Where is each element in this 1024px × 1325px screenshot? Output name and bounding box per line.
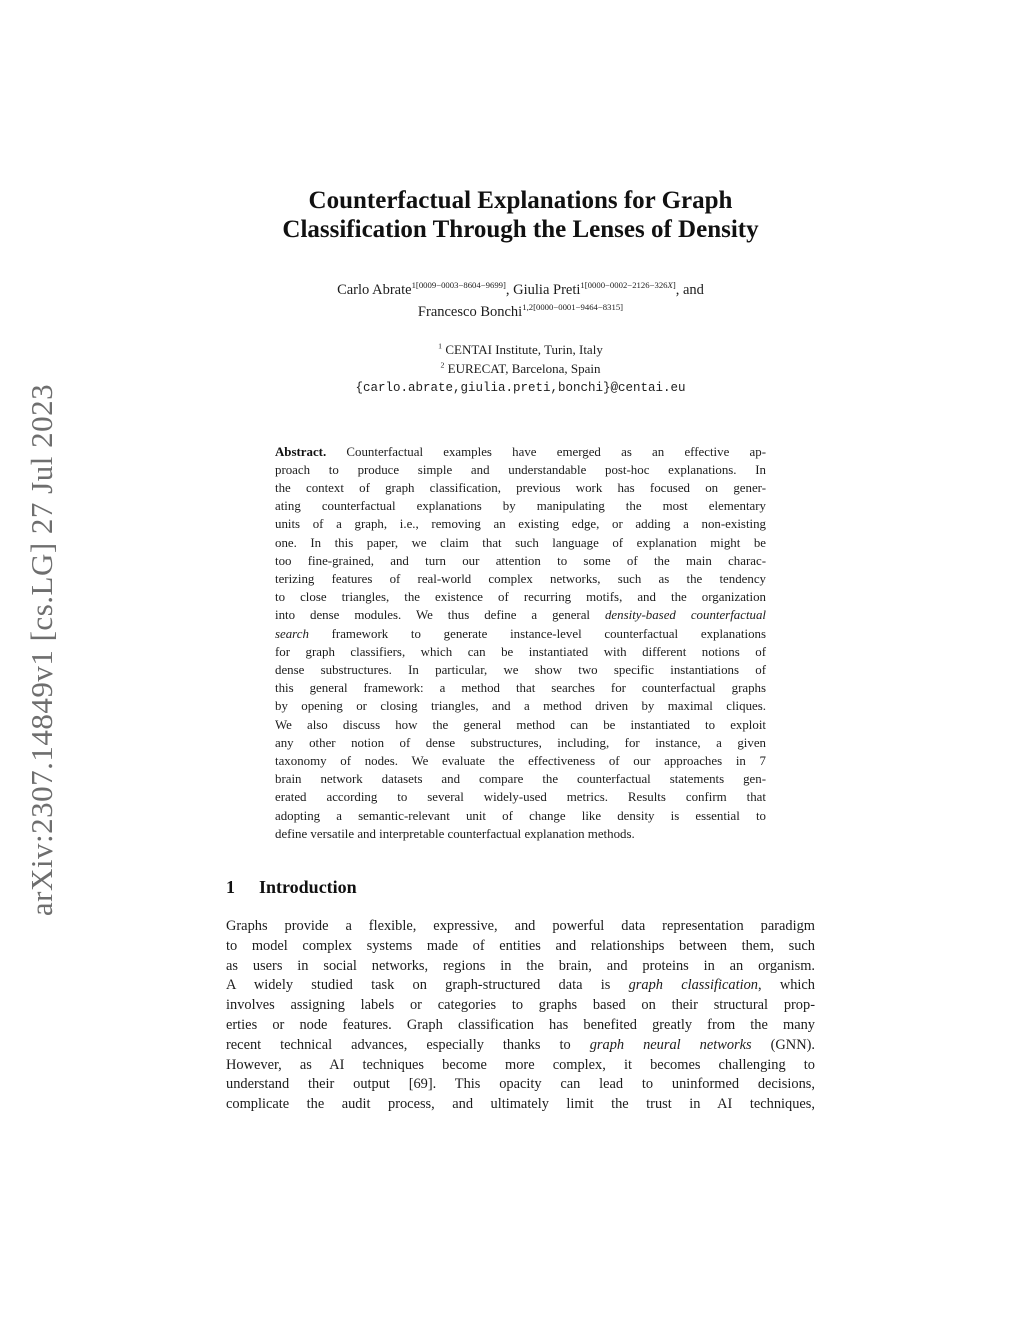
affiliation-list: $^1$ CENTAI Institute, Turin, Italy $^2$ EURECAT, Barcelona, Spain <box>438 341 603 376</box>
author-list: Carlo Abrate$^{1[0009-0003-8604-9699]}$, Giulia Preti$^{1[0000-0002-2126-326X]}$, and Francesco Bonchi$^{1,2[0000-0001-9464-8315]}$ <box>337 280 704 320</box>
section-number: 1 <box>226 876 235 897</box>
section-title: Introduction <box>259 876 357 897</box>
paper-content <box>226 0 815 1115</box>
paper-title: Counterfactual Explanations for Graph Classification Through the Lenses of Density <box>282 187 759 243</box>
section-heading <box>226 876 815 898</box>
contact-email: {carlo.abrate,giulia.preti,bonchi}@centai.eu <box>355 381 686 395</box>
arxiv-watermark: arXiv:2307.14849v1 [cs.LG] 27 Jul 2023 <box>24 383 59 917</box>
intro-paragraph: Graphs provide a flexible, expressive, and powerful data representation paradigm to model complex systems made of entities and relationships between them, such as users in social networks, regions in the brain, and proteins in an organism. A widely studied task on graph-structured data is graph classification, which involves assigning labels or categories to graphs based on their structural prop- erties or node features. Graph classification has benefited greatly from the many recent technical advances, especially thanks to graph neural networks (GNN). However, as AI techniques become more complex, it becomes challenging to understand their output [69]. This opacity can lead to uninformed decisions, complicate the audit process, and ultimately limit the trust in AI techniques, <box>226 917 815 1113</box>
abstract-block: Abstract. Counterfactual examples have emerged as an effective ap- proach to produce simple and understandable post-hoc explanations. In the context of graph classification, previous work has focused on gener- ating counterfactual explanations by manipulating the most elementary units of a graph, i.e., removing an existing edge, or adding a non-existing one. In this paper, we claim that such language of explanation might be too fine-grained, and turn our attention to some of the main charac- terizing features of real-world complex networks, such as the tendency to close triangles, the existence of recurring motifs, and the organization into dense modules. We thus define a general density-based counterfactual search framework to generate instance-level counterfactual explanations for graph classifiers, which can be instantiated with different notions of dense substructures. In particular, we show two specific instantiations of this general framework: a method that searches for counterfactual graphs by opening or closing triangles, and a method driven by maximal cliques. We also discuss how the general method can be instantiated to exploit any other notion of dense substructures, including, for instance, a given taxonomy of nodes. We evaluate the effectiveness of our approaches in 7 brain network datasets and compare the counterfactual statements gen- erated according to several widely-used metrics. Results confirm that adopting a semantic-relevant unit of change like density is essential to define versatile and interpretable counterfactual explanation methods. <box>275 444 767 841</box>
